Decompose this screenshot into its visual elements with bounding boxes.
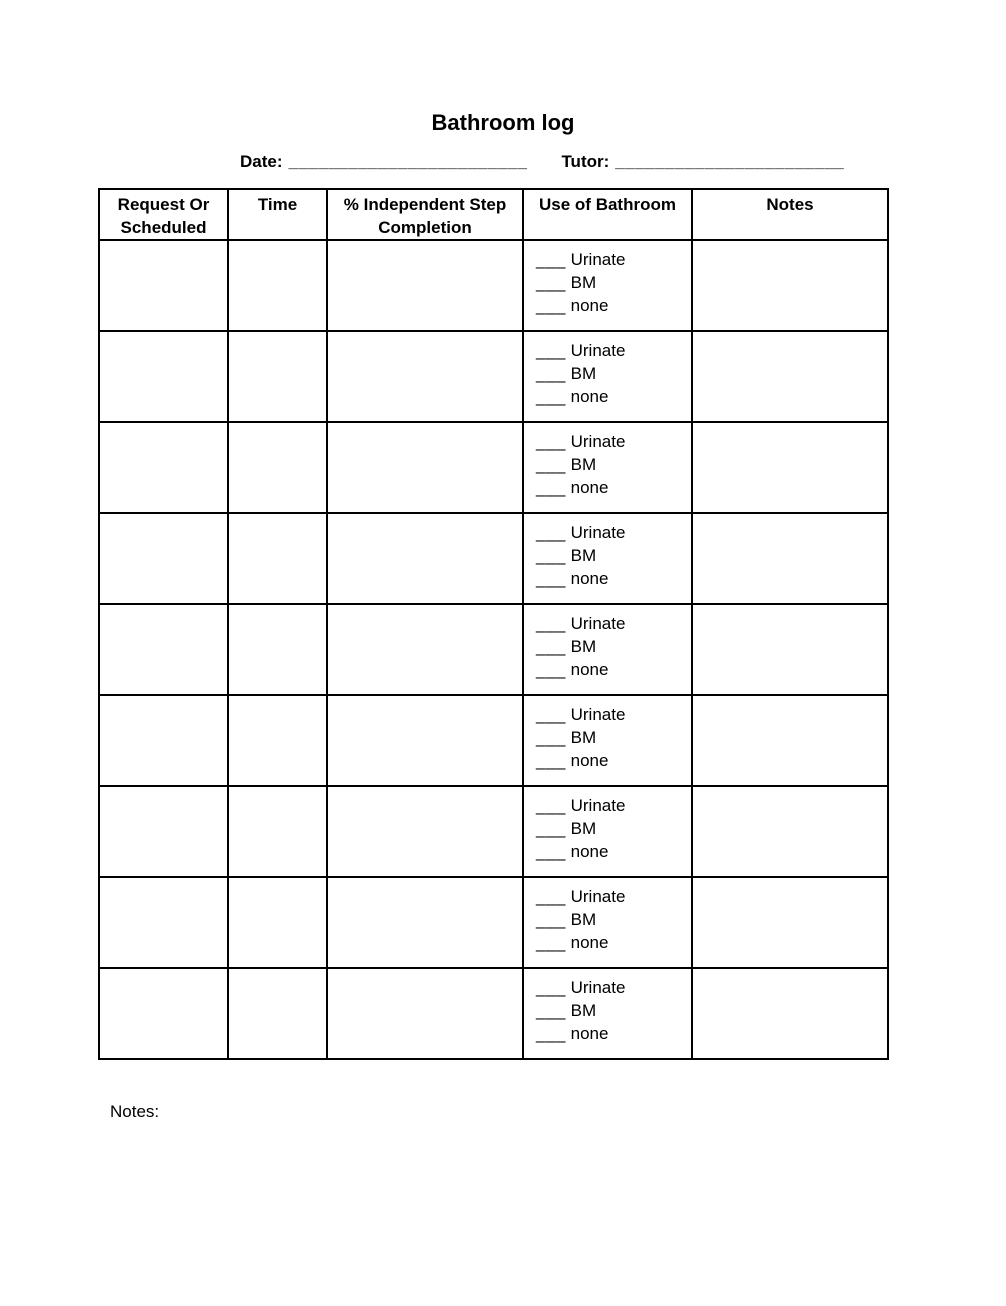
step-completion-cell: [327, 513, 523, 604]
option-blank: ___: [536, 910, 566, 929]
notes-cell: [692, 695, 888, 786]
bathroom-option-line: [536, 1022, 687, 1045]
option-blank: ___: [536, 887, 566, 906]
option-label: none: [570, 296, 609, 315]
log-table-body: [99, 240, 888, 1059]
option-blank: ___: [536, 705, 566, 724]
option-label: Urinate: [570, 341, 626, 360]
option-blank: ___: [536, 546, 566, 565]
notes-cell: [692, 604, 888, 695]
header-request-or-scheduled: Request Or Scheduled: [99, 189, 228, 240]
bathroom-option-line: [536, 999, 687, 1022]
request-or-scheduled-cell: [99, 513, 228, 604]
option-label: none: [570, 660, 609, 679]
option-blank: ___: [536, 455, 566, 474]
option-label: Urinate: [570, 250, 626, 269]
date-blank: ________________________: [288, 152, 528, 171]
option-blank: ___: [536, 614, 566, 633]
request-or-scheduled-cell: [99, 695, 228, 786]
time-cell: [228, 877, 327, 968]
option-blank: ___: [536, 660, 566, 679]
option-blank: ___: [536, 819, 566, 838]
date-label: Date:: [240, 152, 283, 171]
option-label: Urinate: [570, 432, 626, 451]
request-or-scheduled-cell: [99, 240, 228, 331]
bathroom-option-line: [536, 385, 687, 408]
option-label: Urinate: [570, 614, 626, 633]
time-cell: [228, 604, 327, 695]
option-label: BM: [570, 273, 597, 292]
table-row: [99, 786, 888, 877]
bathroom-option-line: [536, 703, 687, 726]
step-completion-cell: [327, 968, 523, 1059]
bathroom-option-line: [536, 521, 687, 544]
option-blank: ___: [536, 250, 566, 269]
use-of-bathroom-cell: [523, 877, 692, 968]
option-blank: ___: [536, 728, 566, 747]
option-label: none: [570, 933, 609, 952]
use-of-bathroom-cell: [523, 331, 692, 422]
table-row: [99, 695, 888, 786]
option-blank: ___: [536, 432, 566, 451]
bathroom-option-line: [536, 567, 687, 590]
time-cell: [228, 968, 327, 1059]
header-time: Time: [228, 189, 327, 240]
option-label: none: [570, 842, 609, 861]
option-label: none: [570, 387, 609, 406]
option-label: Urinate: [570, 705, 626, 724]
option-label: none: [570, 1024, 609, 1043]
option-blank: ___: [536, 796, 566, 815]
time-cell: [228, 422, 327, 513]
option-blank: ___: [536, 364, 566, 383]
request-or-scheduled-cell: [99, 331, 228, 422]
bathroom-option-line: [536, 294, 687, 317]
step-completion-cell: [327, 331, 523, 422]
request-or-scheduled-cell: [99, 968, 228, 1059]
request-or-scheduled-cell: [99, 604, 228, 695]
table-row: [99, 331, 888, 422]
request-or-scheduled-cell: [99, 422, 228, 513]
notes-cell: [692, 331, 888, 422]
option-label: Urinate: [570, 523, 626, 542]
bathroom-option-line: [536, 248, 687, 271]
bathroom-option-line: [536, 658, 687, 681]
option-label: BM: [570, 728, 597, 747]
table-row: [99, 422, 888, 513]
form-header-line: [240, 152, 844, 172]
option-blank: ___: [536, 637, 566, 656]
option-blank: ___: [536, 478, 566, 497]
option-label: BM: [570, 455, 597, 474]
use-of-bathroom-cell: [523, 240, 692, 331]
option-label: BM: [570, 364, 597, 383]
bathroom-option-line: [536, 976, 687, 999]
use-of-bathroom-cell: [523, 604, 692, 695]
header-independent-step-completion: % Independent Step Completion: [327, 189, 523, 240]
time-cell: [228, 786, 327, 877]
table-row: [99, 240, 888, 331]
option-label: none: [570, 478, 609, 497]
tutor-blank: _______________________: [615, 152, 845, 171]
step-completion-cell: [327, 604, 523, 695]
option-label: Urinate: [570, 887, 626, 906]
bathroom-option-line: [536, 817, 687, 840]
time-cell: [228, 695, 327, 786]
notes-footer-label: Notes:: [110, 1102, 160, 1121]
option-label: none: [570, 751, 609, 770]
notes-cell: [692, 877, 888, 968]
step-completion-cell: [327, 695, 523, 786]
option-label: BM: [570, 546, 597, 565]
bathroom-option-line: [536, 612, 687, 635]
use-of-bathroom-cell: [523, 968, 692, 1059]
bathroom-log-table: [98, 188, 889, 1060]
request-or-scheduled-cell: [99, 877, 228, 968]
bathroom-option-line: [536, 476, 687, 499]
bathroom-option-line: [536, 430, 687, 453]
option-blank: ___: [536, 751, 566, 770]
table-row: [99, 513, 888, 604]
notes-cell: [692, 240, 888, 331]
bathroom-option-line: [536, 794, 687, 817]
option-blank: ___: [536, 1024, 566, 1043]
bathroom-option-line: [536, 931, 687, 954]
bathroom-option-line: [536, 271, 687, 294]
option-blank: ___: [536, 978, 566, 997]
option-blank: ___: [536, 387, 566, 406]
bathroom-option-line: [536, 726, 687, 749]
time-cell: [228, 513, 327, 604]
use-of-bathroom-cell: [523, 695, 692, 786]
option-blank: ___: [536, 1001, 566, 1020]
notes-cell: [692, 786, 888, 877]
bathroom-option-line: [536, 544, 687, 567]
step-completion-cell: [327, 240, 523, 331]
option-blank: ___: [536, 341, 566, 360]
step-completion-cell: [327, 877, 523, 968]
bathroom-option-line: [536, 453, 687, 476]
header-use-of-bathroom: Use of Bathroom: [523, 189, 692, 240]
bathroom-option-line: [536, 840, 687, 863]
time-cell: [228, 331, 327, 422]
tutor-label: Tutor:: [561, 152, 610, 171]
option-blank: ___: [536, 842, 566, 861]
option-label: none: [570, 569, 609, 588]
bathroom-option-line: [536, 885, 687, 908]
notes-cell: [692, 513, 888, 604]
option-label: BM: [570, 637, 597, 656]
time-cell: [228, 240, 327, 331]
option-blank: ___: [536, 296, 566, 315]
option-blank: ___: [536, 569, 566, 588]
page-title: Bathroom log: [431, 110, 575, 135]
bathroom-option-line: [536, 908, 687, 931]
bathroom-option-line: [536, 339, 687, 362]
request-or-scheduled-cell: [99, 786, 228, 877]
option-label: Urinate: [570, 796, 626, 815]
use-of-bathroom-cell: [523, 513, 692, 604]
step-completion-cell: [327, 422, 523, 513]
option-blank: ___: [536, 523, 566, 542]
option-blank: ___: [536, 933, 566, 952]
table-row: [99, 604, 888, 695]
use-of-bathroom-cell: [523, 786, 692, 877]
notes-cell: [692, 422, 888, 513]
table-row: [99, 968, 888, 1059]
option-label: Urinate: [570, 978, 626, 997]
bathroom-option-line: [536, 635, 687, 658]
option-label: BM: [570, 910, 597, 929]
bathroom-option-line: [536, 749, 687, 772]
option-label: BM: [570, 1001, 597, 1020]
option-blank: ___: [536, 273, 566, 292]
table-header-row: [99, 189, 888, 240]
bathroom-option-line: [536, 362, 687, 385]
option-label: BM: [570, 819, 597, 838]
use-of-bathroom-cell: [523, 422, 692, 513]
header-notes: Notes: [692, 189, 888, 240]
notes-cell: [692, 968, 888, 1059]
table-row: [99, 877, 888, 968]
step-completion-cell: [327, 786, 523, 877]
